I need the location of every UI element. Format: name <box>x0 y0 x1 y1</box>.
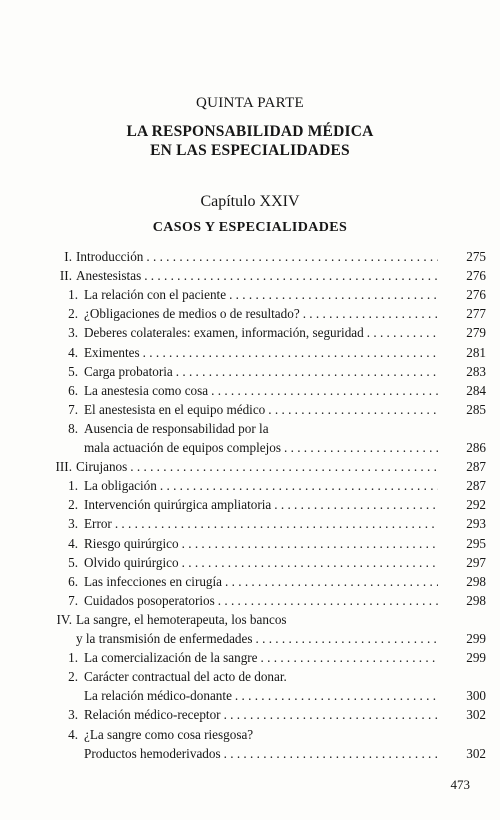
toc-entry-page: 276 <box>466 287 486 303</box>
toc-entry-number: II. <box>59 268 72 284</box>
toc-entry[interactable] <box>0 305 500 323</box>
toc-entry-text: La obligación <box>84 478 157 494</box>
dot-leader <box>274 496 438 514</box>
toc-entry-number: 2. <box>68 306 78 322</box>
toc-entry-page: 287 <box>466 478 486 494</box>
toc-entry[interactable] <box>0 248 500 266</box>
toc-entry[interactable] <box>0 592 500 610</box>
toc-entry-number: I. <box>64 249 72 264</box>
dot-leader <box>160 477 438 495</box>
toc-entry[interactable] <box>0 573 500 591</box>
part-title-line-1: LA RESPONSABILIDAD MÉDICA <box>126 123 374 140</box>
toc-entry-number: 8. <box>68 420 78 436</box>
toc-entry[interactable] <box>0 535 500 553</box>
part-heading: QUINTA PARTE <box>195 95 305 111</box>
toc-entry-number: 1. <box>68 650 78 666</box>
toc-entry-text: Eximentes <box>84 344 140 360</box>
toc-entry[interactable] <box>0 286 500 304</box>
toc-entry[interactable] <box>0 649 500 667</box>
toc-entry-number: 5. <box>68 554 78 570</box>
toc-entry-page: 302 <box>466 707 486 723</box>
toc-entry-text: y la transmisión de enfermedades <box>76 631 253 646</box>
dot-leader <box>229 286 438 304</box>
toc-entry[interactable] <box>0 554 500 572</box>
toc-entry-text: Carácter contractual del acto de donar. <box>84 669 287 685</box>
toc-entry-text: ¿La sangre como cosa riesgosa? <box>84 726 254 742</box>
toc-entry-text: Intervención quirúrgica ampliatoria <box>84 497 272 513</box>
toc-entry-text: Deberes colaterales: examen, información, seguridad <box>84 325 364 341</box>
toc-entry-number: 4. <box>68 535 78 551</box>
toc-entry-text: Productos hemoderivados <box>84 745 221 761</box>
toc-entry-text: mala actuación de equipos complejos <box>84 440 282 455</box>
toc-entry-page: 299 <box>466 650 486 666</box>
toc-entry-number: 7. <box>68 592 78 608</box>
toc-entry-page: 300 <box>466 688 486 704</box>
toc-entry-text: Cuidados posoperatorios <box>84 592 215 608</box>
dot-leader <box>176 363 438 381</box>
toc-entry-number: 4. <box>68 344 78 360</box>
toc-entry-number: 6. <box>68 382 78 398</box>
toc-entry[interactable] <box>0 382 500 400</box>
toc-entry-page: 299 <box>466 631 486 646</box>
chapter-heading: Capítulo XXIV <box>200 193 300 210</box>
toc-entry-number: III. <box>55 459 72 475</box>
toc-entry[interactable] <box>0 458 500 476</box>
dot-leader <box>284 439 438 457</box>
dot-leader <box>211 382 438 400</box>
toc-entry-page: 284 <box>466 382 486 398</box>
toc-entry-text: La sangre, el hemoterapeuta, los bancos <box>76 611 287 627</box>
dot-leader <box>224 706 438 724</box>
toc-entry-page: 276 <box>466 268 486 284</box>
toc-entry-text: Las infecciones en cirugía <box>84 573 223 589</box>
toc-entry[interactable] <box>0 344 500 362</box>
toc-entry-page: 285 <box>466 401 486 417</box>
toc-entry-number: 2. <box>68 497 78 513</box>
toc-entry-number: 3. <box>68 325 78 341</box>
toc-entry-page: 295 <box>466 535 486 551</box>
dot-leader <box>144 267 438 285</box>
toc-entry-page: 277 <box>466 306 486 322</box>
toc-entry-number: 6. <box>68 573 78 589</box>
toc-entry-text: ¿Obligaciones de medios o de resultado? <box>84 306 300 322</box>
dot-leader <box>182 535 438 553</box>
toc-entry-number: 3. <box>68 707 78 723</box>
toc-entry-number: 2. <box>68 669 78 685</box>
page-number: 473 <box>450 777 470 792</box>
toc-entry-text: Cirujanos <box>76 459 128 475</box>
toc-entry[interactable] <box>0 401 500 419</box>
toc-entry-page: 302 <box>466 745 486 761</box>
dot-leader <box>235 687 438 705</box>
toc-entry-number: 1. <box>68 478 78 494</box>
toc-entry-number: 1. <box>68 287 78 303</box>
toc-entry-page: 281 <box>466 344 486 360</box>
toc-entry-page: 293 <box>466 516 486 532</box>
toc-entry-page: 297 <box>466 554 486 570</box>
toc-entry-text: La relación médico-donante <box>84 688 232 704</box>
toc-entry[interactable] <box>0 267 500 285</box>
toc-entry-number: 5. <box>68 363 78 379</box>
toc-entry-number: 4. <box>68 726 78 742</box>
dot-leader <box>268 401 438 419</box>
toc-entry[interactable] <box>0 706 500 724</box>
toc-entry-page: 286 <box>466 440 486 455</box>
toc-entry-text: La relación con el paciente <box>84 287 227 303</box>
toc-entry-page: 298 <box>466 573 486 589</box>
toc-entry[interactable] <box>0 363 500 381</box>
dot-leader <box>182 554 438 572</box>
toc-entry-text: La anestesia como cosa <box>84 382 209 398</box>
part-title <box>0 122 500 160</box>
toc-entry-text: Ausencia de responsabilidad por la <box>84 420 269 436</box>
toc-entry-text: El anestesista en el equipo médico <box>84 401 266 417</box>
toc-entry-page: 279 <box>466 325 486 341</box>
toc-entry-page: 283 <box>466 363 486 379</box>
toc-entry[interactable] <box>0 477 500 495</box>
toc-entry-text: Riesgo quirúrgico <box>84 535 179 551</box>
toc-entry-text: Olvido quirúrgico <box>84 554 179 570</box>
dot-leader <box>256 630 438 648</box>
dot-leader <box>130 458 438 476</box>
toc-entry-number: IV. <box>56 611 72 627</box>
dot-leader <box>218 592 438 610</box>
toc-entry-text: Anestesistas <box>76 268 142 284</box>
toc-entry-text: La comercialización de la sangre <box>84 650 258 666</box>
toc-entry-page: 287 <box>466 459 486 475</box>
dot-leader <box>143 344 438 362</box>
toc-entry-text: Introducción <box>76 249 144 264</box>
dot-leader <box>303 305 438 323</box>
toc-entry-text: Carga probatoria <box>84 363 173 379</box>
toc-entry-text: Error <box>84 516 112 532</box>
dot-leader <box>225 573 438 591</box>
toc-entry[interactable] <box>0 496 500 514</box>
toc-entry-page: 292 <box>466 497 486 513</box>
dot-leader <box>367 324 438 342</box>
dot-leader <box>224 745 438 763</box>
chapter-title: CASOS Y ESPECIALIDADES <box>152 220 348 235</box>
dot-leader <box>115 515 438 533</box>
toc-entry-number: 3. <box>68 516 78 532</box>
toc-entry[interactable] <box>0 515 500 533</box>
dot-leader <box>146 248 438 266</box>
toc-entry-page: 298 <box>466 592 486 608</box>
dot-leader <box>261 649 438 667</box>
part-title-line-2: EN LAS ESPECIALIDADES <box>150 142 350 159</box>
toc-entry[interactable] <box>0 324 500 342</box>
toc-entry-text: Relación médico-receptor <box>84 707 221 723</box>
toc-entry-page: 275 <box>466 249 486 264</box>
toc-entry-number: 7. <box>68 401 78 417</box>
